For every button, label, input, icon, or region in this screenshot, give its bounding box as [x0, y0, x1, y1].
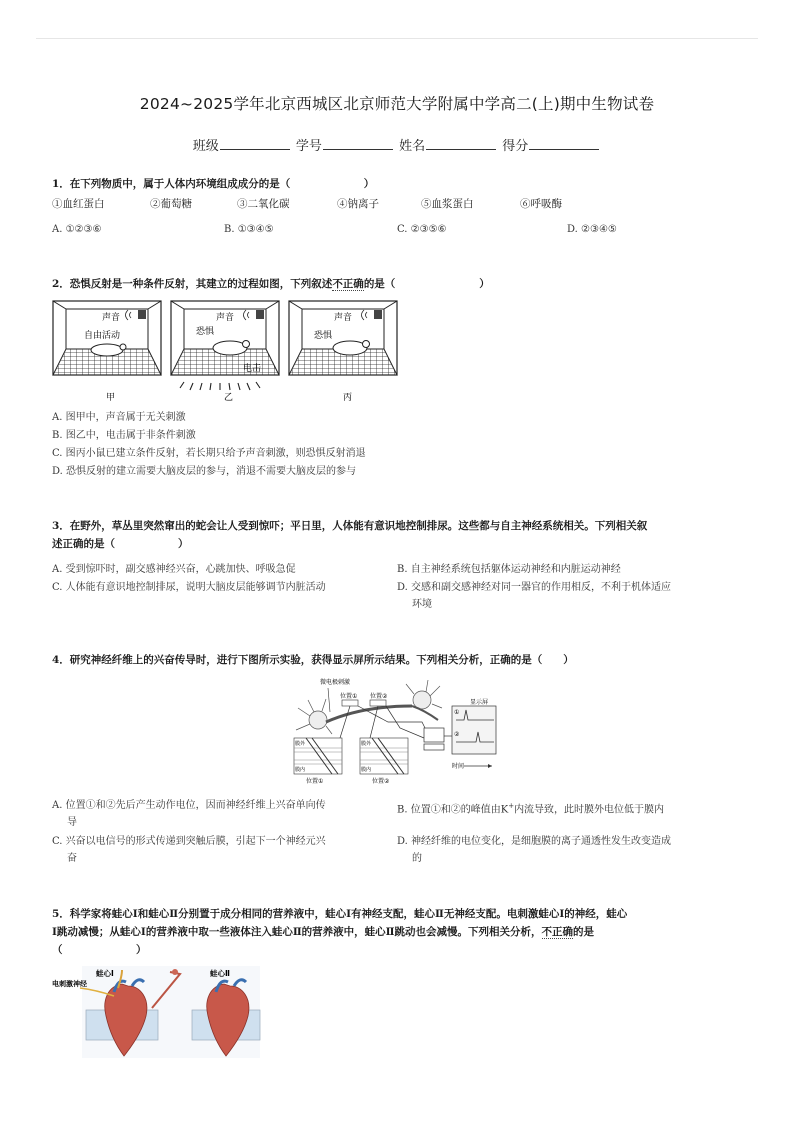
mem-in-label-1: 膜内 [295, 767, 306, 773]
panel2-fear-label: 恐惧 [196, 327, 215, 337]
q4-option-c-cont: 奋 [67, 853, 77, 864]
student-info-line [0, 135, 794, 154]
heart2-label: 蛙心Ⅱ [210, 969, 230, 978]
speaker-icon [374, 310, 382, 319]
score-label: 得分 [502, 139, 529, 154]
panel-jia [53, 301, 161, 375]
q2-option-c[interactable]: C. 图丙小鼠已建立条件反射，若长期只给予声音刺激，则恐惧反射消退 [52, 448, 366, 459]
panel3-sound-label: 声音 [334, 313, 353, 323]
q3-stem-line2: 述正确的是（ ） [52, 538, 189, 550]
display-screen [452, 698, 496, 754]
q1-option-d[interactable]: D. ②③④⑤ [567, 224, 617, 235]
label-bing: 丙 [343, 393, 353, 403]
trace-label-2: ② [454, 731, 460, 738]
q2-stem-emphasis: 不正确 [332, 278, 364, 290]
q1-option-c[interactable]: C. ②③⑤⑥ [397, 224, 447, 235]
q4-option-d-cont: 的 [412, 853, 422, 864]
q5-stem-line2 [52, 924, 594, 941]
q4-option-d[interactable]: D. 神经纤维的电位变化，是细胞膜的离子通透性发生改变造成 [397, 836, 672, 847]
q1-option-a[interactable]: A. ①②③⑥ [52, 224, 102, 235]
q1-option-b[interactable]: B. ①③④⑤ [224, 224, 274, 235]
q1-stem: 1．在下列物质中，属于人体内环境组成成分的是（ ） [52, 178, 375, 190]
mouse-icon [213, 341, 247, 355]
mem-in-label-2: 膜内 [361, 767, 372, 773]
membrane-zoom-2 [360, 738, 408, 774]
q4-option-b-tail: 内流导致，此时膜外电位低于膜内 [514, 804, 665, 816]
q2-stem-text: 2．恐惧反射是一种条件反射，其建立的过程如图，下列叙述 [52, 278, 333, 290]
time-label: 时间 [452, 763, 465, 770]
membrane-zoom-1 [294, 738, 342, 774]
number-blank[interactable] [323, 139, 393, 150]
neuron-cell-left [296, 699, 332, 734]
q1-item: ②葡萄糖 [150, 198, 192, 210]
heart1-label: 蛙心Ⅰ [96, 969, 114, 978]
number-label: 学号 [295, 139, 322, 154]
speaker-icon [138, 310, 146, 319]
q5-stem-line3: （ ） [52, 944, 147, 956]
mem-out-label-2: 膜外 [361, 741, 372, 747]
fear-reflex-figure [52, 300, 402, 405]
q4-option-b-superscript: + [508, 802, 515, 810]
score-blank[interactable] [529, 139, 599, 150]
q1-item: ③二氧化碳 [237, 198, 290, 210]
q3-option-a[interactable]: A. 受到惊吓时，副交感神经兴奋，心跳加快、呼吸急促 [52, 564, 296, 575]
q3-option-d-cont: 环境 [412, 599, 432, 610]
page-title: 2024~2025学年北京西城区北京师范大学附属中学高二(上)期中生物试卷 [139, 95, 655, 113]
q3-option-b[interactable]: B. 自主神经系统包括躯体运动神经和内脏运动神经 [397, 564, 621, 575]
q1-item: ⑥呼吸酶 [520, 198, 562, 210]
panel-bing [289, 301, 397, 375]
q2-stem-tail: 的是（ ） [363, 278, 490, 290]
q5-stem-line1: 5．科学家将蛙心Ⅰ和蛙心Ⅱ分别置于成分相同的营养液中，蛙心Ⅰ有神经支配，蛙心Ⅱ无神经支配。电刺激蛙心Ⅰ的神经，蛙心 [52, 908, 628, 920]
q4-option-b-text: B. 位置①和②的峰值由K [397, 804, 509, 816]
pos2-bottom-label: 位置② [372, 778, 390, 785]
q1-item: ④钠离子 [337, 198, 379, 210]
screen-label: 显示屏 [470, 699, 489, 706]
panel2-sound-label: 声音 [216, 313, 235, 323]
mem-out-label-1: 膜外 [295, 741, 306, 747]
panel-yi [171, 301, 279, 390]
name-blank[interactable] [426, 139, 496, 150]
q5-stem-tail: 的是 [573, 926, 595, 938]
q3-stem-line1: 3．在野外，草丛里突然窜出的蛇会让人受到惊吓；平日里，人体能有意识地控制排尿。这些都与自主神经系统相关。下列相关叙 [52, 520, 648, 532]
mouse-icon [333, 341, 367, 355]
q4-option-a-cont: 导 [67, 817, 77, 828]
micro-stim-label: 微电极刺激 [320, 679, 351, 686]
q5-stem-text: Ⅰ跳动减慢；从蛙心Ⅰ的营养液中取一些液体注入蛙心Ⅱ的营养液中，蛙心Ⅱ跳动也会减慢。下列相关分析， [52, 926, 542, 938]
q4-option-a[interactable]: A. 位置①和②先后产生动作电位，因而神经纤维上兴奋单向传 [52, 800, 326, 811]
name-label: 姓名 [399, 139, 426, 154]
q2-option-a[interactable]: A. 图甲中，声音属于无关刺激 [52, 412, 186, 423]
q4-option-b[interactable] [397, 798, 664, 818]
class-label: 班级 [192, 139, 219, 154]
speaker-icon [256, 310, 264, 319]
frog-heart-figure [52, 966, 262, 1060]
trace-label-1: ① [454, 709, 460, 716]
q4-stem: 4．研究神经纤维上的兴奋传导时，进行下图所示实验，获得显示屏所示结果。下列相关分析，正确的是（ ） [52, 654, 574, 666]
pos1-bottom-label: 位置① [306, 778, 324, 785]
top-divider [36, 38, 758, 39]
q3-option-c[interactable]: C. 人体能有意识地控制排尿，说明大脑皮层能够调节内脏活动 [52, 582, 326, 593]
q1-item: ⑤血浆蛋白 [421, 198, 474, 210]
nerve-fiber-figure [292, 676, 504, 786]
class-blank[interactable] [220, 139, 290, 150]
label-yi: 乙 [224, 393, 234, 403]
panel2-shock-label: 电击 [243, 364, 262, 374]
q2-option-b[interactable]: B. 图乙中，电击属于非条件刺激 [52, 430, 196, 441]
shock-arrows [180, 382, 260, 390]
q2-option-d[interactable]: D. 恐惧反射的建立需要大脑皮层的参与，消退不需要大脑皮层的参与 [52, 466, 357, 477]
panel1-sound-label: 声音 [102, 313, 121, 323]
amplifier-box [424, 728, 444, 742]
panel3-fear-label: 恐惧 [314, 331, 333, 341]
pos2-top-label: 位置② [370, 693, 388, 700]
q4-option-c[interactable]: C. 兴奋以电信号的形式传递到突触后膜，引起下一个神经元兴 [52, 836, 326, 847]
q3-option-d[interactable]: D. 交感和副交感神经对同一器官的作用相反，不利于机体适应 [397, 582, 672, 593]
label-jia: 甲 [106, 393, 116, 403]
q1-item: ①血红蛋白 [52, 198, 105, 210]
q5-stem-emphasis: 不正确 [541, 926, 574, 938]
mouse-icon [91, 344, 123, 356]
pos1-top-label: 位置① [340, 693, 358, 700]
q2-stem [52, 276, 490, 293]
stim-label: 电刺激神经 [52, 980, 87, 988]
panel1-free-label: 自由活动 [84, 331, 121, 341]
